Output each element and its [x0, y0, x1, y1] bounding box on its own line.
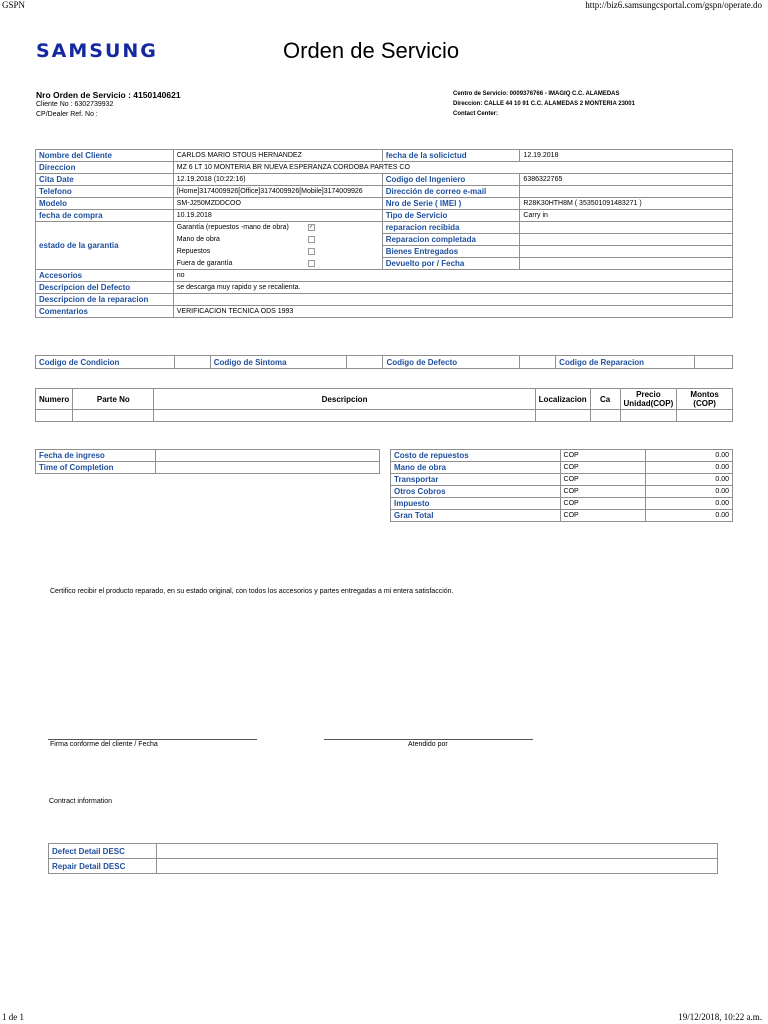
contact-center: Contact Center: — [453, 111, 499, 117]
page-title: Orden de Servicio — [283, 38, 460, 63]
cost-label: Costo de repuestos — [391, 450, 561, 462]
request-date-value: 12.19.2018 — [520, 150, 733, 162]
cost-label: Transportar — [391, 474, 561, 486]
cost-currency: COP — [560, 474, 646, 486]
warranty-checkbox[interactable] — [308, 248, 315, 255]
print-footer-page: 1 de 1 — [2, 1012, 24, 1022]
purchase-date-value: 10.19.2018 — [173, 210, 382, 222]
cost-currency: COP — [560, 510, 646, 522]
comments-label: Comentarios — [36, 306, 174, 318]
print-header-left: GSPN — [2, 0, 26, 10]
phone-label: Telefono — [36, 186, 174, 198]
attended-by-label: Atendido por — [408, 741, 448, 748]
entry-date-label: Fecha de ingreso — [36, 450, 156, 462]
costs-table — [390, 449, 733, 522]
returned-by-label: Devuelto por / Fecha — [382, 258, 520, 270]
cost-row — [391, 510, 733, 522]
symptom-code-value — [347, 356, 383, 369]
detail-desc-table — [48, 843, 718, 874]
print-header-url: http://biz6.samsungcsportal.com/gspn/operate.do — [585, 0, 762, 10]
cost-row — [391, 486, 733, 498]
appointment-value: 12.19.2018 (10:22:16) — [173, 174, 382, 186]
client-signature-label: Firma conforme del cliente / Fecha — [50, 741, 158, 748]
warranty-option-label: Garantía (repuestos -mano de obra) — [176, 224, 289, 232]
parts-header-precio: Precio Unidad(COP) — [620, 389, 677, 410]
symptom-code-label: Codigo de Sintoma — [210, 356, 347, 369]
condition-code-value — [174, 356, 210, 369]
goods-delivered-value — [520, 246, 733, 258]
cost-amount: 0.00 — [646, 510, 733, 522]
warranty-option-label: Repuestos — [176, 248, 211, 256]
dealer-ref: CP/Dealer Ref. No : — [36, 111, 98, 118]
defect-code-label: Codigo de Defecto — [383, 356, 520, 369]
serial-value: R28K30HTH8M ( 353501091483271 ) — [520, 198, 733, 210]
defect-code-value — [520, 356, 556, 369]
engineer-label: Codigo del Ingeniero — [382, 174, 520, 186]
comments-value: VERIFICACION TECNICA ODS 1993 — [173, 306, 732, 318]
condition-code-label: Codigo de Condicion — [36, 356, 175, 369]
warranty-checkbox[interactable] — [308, 236, 315, 243]
parts-header-ca: Ca — [590, 389, 620, 410]
accessories-label: Accesorios — [36, 270, 174, 282]
cost-row — [391, 474, 733, 486]
repair-desc-value — [173, 294, 732, 306]
samsung-logo: SAMSUNG — [36, 40, 158, 62]
service-type-value: Carry in — [520, 210, 733, 222]
repair-desc-label: Descripcion de la reparacion — [36, 294, 174, 306]
cost-label: Mano de obra — [391, 462, 561, 474]
defect-detail-label: Defect Detail DESC — [49, 844, 157, 859]
request-date-label: fecha de la solicictud — [382, 150, 520, 162]
repair-code-value — [694, 356, 732, 369]
customer-name-label: Nombre del Cliente — [36, 150, 174, 162]
goods-delivered-label: Bienes Entregados — [382, 246, 520, 258]
cost-amount: 0.00 — [646, 462, 733, 474]
cost-label: Impuesto — [391, 498, 561, 510]
address-value: MZ 6 LT 10 MONTERIA BR NUEVA ESPERANZA CORDOBA PARTES CO — [173, 162, 732, 174]
warranty-option — [173, 258, 382, 270]
engineer-value: 6386322765 — [520, 174, 733, 186]
parts-header-numero: Numero — [36, 389, 73, 410]
model-label: Modelo — [36, 198, 174, 210]
warranty-checkbox[interactable] — [308, 260, 315, 267]
address-label: Direccion — [36, 162, 174, 174]
cost-amount: 0.00 — [646, 450, 733, 462]
parts-table — [35, 388, 733, 422]
purchase-date-label: fecha de compra — [36, 210, 174, 222]
customer-name-value: CARLOS MARIO STOUS HERNANDEZ — [173, 150, 382, 162]
service-center: Centro de Servicio: 0009376766 - IMAGIQ C.C. ALAMEDAS — [453, 91, 620, 97]
parts-header-localizacion: Localizacion — [535, 389, 590, 410]
certification-text: Certifico recibir el producto reparado, en su estado original, con todos los accesorios y partes entregadas a mi entera satisfacción. — [50, 588, 454, 595]
completion-time-value — [155, 462, 379, 474]
cost-currency: COP — [560, 486, 646, 498]
entry-date-value — [155, 450, 379, 462]
cost-label: Gran Total — [391, 510, 561, 522]
appointment-label: Cita Date — [36, 174, 174, 186]
repair-completed-label: Reparacion completada — [382, 234, 520, 246]
cost-currency: COP — [560, 462, 646, 474]
print-footer-date: 19/12/2018, 10:22 a.m. — [678, 1012, 762, 1022]
cost-amount: 0.00 — [646, 486, 733, 498]
cost-label: Otros Cobros — [391, 486, 561, 498]
service-type-label: Tipo de Servicio — [382, 210, 520, 222]
table-row — [36, 410, 733, 422]
email-value — [520, 186, 733, 198]
attended-signature-line — [324, 739, 533, 740]
defect-desc-value: se descarga muy rapido y se recalienta. — [173, 282, 732, 294]
defect-detail-value — [156, 844, 717, 859]
warranty-option — [173, 246, 382, 258]
warranty-status-label: estado de la garantia — [36, 222, 174, 270]
repair-received-value — [520, 222, 733, 234]
parts-header-descripcion: Descripcion — [154, 389, 535, 410]
cost-row — [391, 498, 733, 510]
email-label: Dirección de correo e-mail — [382, 186, 520, 198]
cost-currency: COP — [560, 450, 646, 462]
parts-header-parte: Parte No — [73, 389, 154, 410]
completion-time-label: Time of Completion — [36, 462, 156, 474]
contract-info: Contract information — [49, 798, 113, 805]
client-signature-line — [48, 739, 257, 740]
cost-currency: COP — [560, 498, 646, 510]
warranty-checkbox[interactable]: ✓ — [309, 224, 314, 231]
accessories-value: no — [173, 270, 732, 282]
cost-row — [391, 462, 733, 474]
phone-value: [Home]3174009926[Office]3174009926[Mobile]3174009926 — [173, 186, 382, 198]
repair-completed-value — [520, 234, 733, 246]
dates-table — [35, 449, 380, 474]
warranty-option-label: Fuera de garantía — [176, 259, 233, 267]
warranty-option-label: Mano de obra — [176, 236, 220, 244]
repair-detail-value — [156, 859, 717, 874]
service-center-address: Direccion: CALLE 44 10 91 C.C. ALAMEDAS 2 MONTERIA 23001 — [453, 101, 635, 107]
cost-amount: 0.00 — [646, 474, 733, 486]
order-number: Nro Orden de Servicio : 4150140621 — [36, 90, 181, 100]
model-value: SM-J250MZDDCOO — [173, 198, 382, 210]
client-number: Cliente No : 6302739932 — [36, 101, 114, 108]
repair-detail-label: Repair Detail DESC — [49, 859, 157, 874]
customer-info-table — [35, 149, 733, 318]
cost-amount: 0.00 — [646, 498, 733, 510]
repair-code-label: Codigo de Reparacion — [556, 356, 695, 369]
serial-label: Nro de Serie ( IMEI ) — [382, 198, 520, 210]
warranty-option — [173, 222, 382, 234]
defect-desc-label: Descripcion del Defecto — [36, 282, 174, 294]
parts-header-montos: Montos (COP) — [677, 389, 733, 410]
cost-row — [391, 450, 733, 462]
repair-received-label: reparacion recibida — [382, 222, 520, 234]
returned-by-value — [520, 258, 733, 270]
codes-table — [35, 355, 733, 369]
warranty-option — [173, 234, 382, 246]
